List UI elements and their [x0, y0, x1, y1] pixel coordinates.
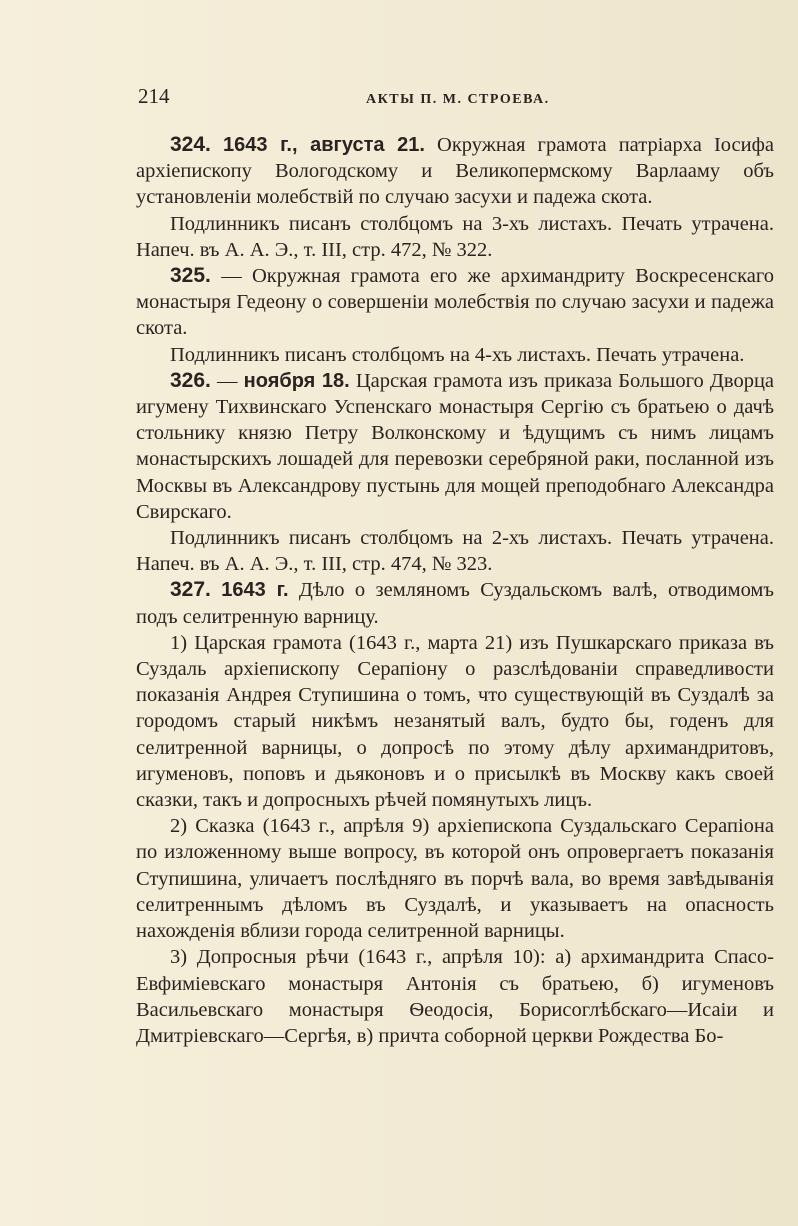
- entry-number: 326.: [170, 368, 211, 392]
- page-body: [136, 132, 774, 1049]
- entry-325: [136, 263, 774, 342]
- entry-date: 1643 г., августа 21.: [223, 134, 425, 156]
- entry-note: Подлинникъ писанъ столбцомъ на 4-хъ листахъ. Печать утрачена.: [170, 343, 745, 366]
- entry-number: 324.: [170, 133, 211, 156]
- entry-text: Окружная грамота патріарха Іосифа архіепископу Вологодскому и Великопермскому Варлааму объ установленіи молебствій по случаю засухи и падежа скота.: [136, 134, 774, 209]
- entry-326: [136, 368, 774, 525]
- entry-date: ноября 18.: [243, 369, 350, 392]
- entry-324: [136, 132, 774, 211]
- running-head: АКТЫ П. М. СТРОЕВА.: [366, 92, 550, 107]
- entry-text: Дѣло о земляномъ Суздальскомъ валѣ, отводимомъ подъ селитренную варницу.: [136, 579, 775, 628]
- entry-dash: —: [217, 369, 244, 392]
- entry-date: 1643 г.: [221, 579, 289, 602]
- list-item: 1) Царская грамота (1643 г., марта 21) изъ Пушкарскаго приказа въ Суздаль архіепископу Серапіону о разслѣдованіи справедливости показанія Андрея Ступишина о томъ, что существующій въ Суздалѣ за городомъ старый никѣмъ незанятый валъ, будто бы, годенъ для селитренной варницы, о допросѣ по этому дѣлу архимандритовъ, игуменовъ, поповъ и дьяконовъ и о присылкѣ въ Москву какъ своей сказки, такъ и допросныхъ рѣчей помянутыхъ лицъ.: [136, 631, 774, 812]
- entry-note: Подлинникъ писанъ столбцомъ на 3-хъ листахъ. Печать утрачена. Напеч. въ А. А. Э., т. III, стр. 472, № 322.: [136, 212, 774, 261]
- entry-text: — Окружная грамота его же архимандриту Воскресенскаго монастыря Гедеону о совершеніи молебствія по случаю засухи и падежа скота.: [136, 265, 774, 340]
- entry-327: [136, 577, 774, 629]
- entry-text: Царская грамота изъ приказа Большого Дворца игумену Тихвинскаго Успенскаго монастыря Сергію съ братьею о дачѣ стольнику князю Петру Волконскому и ѣдущимъ съ нимъ лицамъ монастырскихъ лошадей для перевозки серебряной раки, посланной изъ Москвы въ Александрову пустынь для мощей преподобнаго Александра Свирскаго.: [136, 369, 775, 523]
- entry-note: Подлинникъ писанъ столбцомъ на 2-хъ листахъ. Печать утрачена. Напеч. въ А. А. Э., т. III, стр. 474, № 323.: [136, 527, 774, 576]
- list-item: 3) Допросныя рѣчи (1643 г., апрѣля 10): а) архимандрита Спасо-Евфиміевскаго монастыря Антонія съ братьею, б) игуменовъ Васильевскаго монастыря Ѳеодосія, Борисоглѣбскаго—Исаіи и Дмитріевскаго—Сергѣя, в) причта соборной церкви Рождества Бо-: [136, 946, 774, 1047]
- page-number: 214: [138, 84, 170, 108]
- list-item: 2) Сказка (1643 г., апрѣля 9) архіепископа Суздальскаго Серапіона по изложенному выше вопросу, въ которой онъ опровергаетъ показанія Ступишина, уличаетъ послѣдняго въ порчѣ вала, во время завѣдыванія селитреннымъ дѣломъ въ Суздалѣ, и указываетъ на опасность нахожденія вблизи города селитренной варницы.: [136, 815, 774, 943]
- page-header: [138, 84, 768, 120]
- entry-number: 325.: [170, 264, 211, 288]
- entry-number: 327.: [170, 578, 211, 602]
